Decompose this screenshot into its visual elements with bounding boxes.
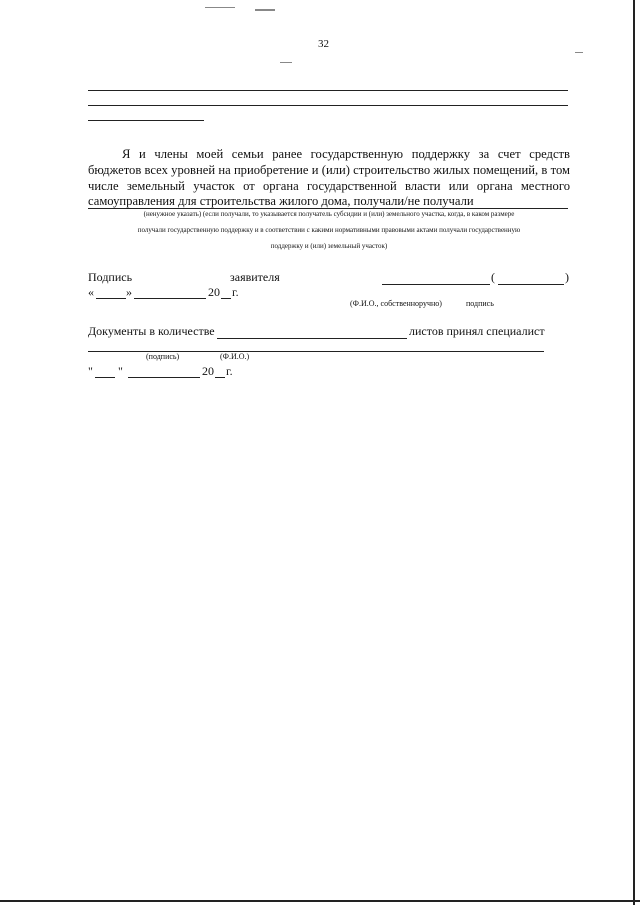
scan-speck <box>280 62 292 63</box>
scan-speck <box>575 52 583 53</box>
fio-close-paren: ) <box>565 270 569 284</box>
note-line: получали государственную поддержку и в соответствии с какими нормативными правовыми актами получали государственную <box>137 226 521 234</box>
answer-line <box>88 208 568 209</box>
fill-line <box>88 105 568 106</box>
date-quote-close: » <box>126 285 132 299</box>
scan-speck <box>255 9 275 11</box>
scan-edge-bottom <box>0 900 640 902</box>
note-line: поддержку и (или) земельный участок) <box>270 242 388 250</box>
fio-caption: (Ф.И.О., собственноручно) <box>350 299 442 308</box>
applicant-label: заявителя <box>230 270 280 284</box>
page-number: 32 <box>318 38 329 50</box>
date-month-line <box>134 298 206 299</box>
date2-month-line <box>128 377 200 378</box>
date-year-suffix: г. <box>232 285 239 299</box>
date2-year-prefix: 20 <box>202 364 214 378</box>
documents-suffix: листов принял специалист <box>409 324 545 338</box>
date-year-prefix: 20 <box>208 285 220 299</box>
fill-line <box>88 90 568 91</box>
documents-prefix: Документы в количестве <box>88 324 215 338</box>
date2-year-line <box>215 377 225 378</box>
note-line: (ненужное указать) (если получали, то указывается получатель субсидии и (или) земельного участка, когда, в каком размере <box>143 210 515 218</box>
date2-quote-open: " <box>88 364 93 378</box>
date2-day-line <box>95 377 115 378</box>
date-year-line <box>221 298 231 299</box>
sign-fill-line <box>498 284 564 285</box>
scan-speck <box>205 7 235 8</box>
date-quote-open: « <box>88 285 94 299</box>
scan-edge-right <box>633 0 635 905</box>
fio-open-paren: ( <box>491 270 495 284</box>
signature-label: Подпись <box>88 270 133 284</box>
fio-fill-line <box>382 284 490 285</box>
documents-count-line <box>217 338 407 339</box>
fill-line-short <box>88 120 204 121</box>
specialist-fio-caption: (Ф.И.О.) <box>220 352 250 361</box>
statement-paragraph: Я и члены моей семьи ранее государственную поддержку за счет средств бюджетов всех уровней на приобретение и (или) строительство жилых помещений, в том числе земельный участок от органа государственной власти или органа местного самоуправления для строительства жилого дома, получали/не получали <box>88 147 570 209</box>
date-day-line <box>96 298 126 299</box>
date2-year-suffix: г. <box>226 364 233 378</box>
specialist-sign-caption: (подпись) <box>146 352 180 361</box>
date2-quote-close: " <box>118 364 123 378</box>
sign-caption: подпись <box>466 299 494 308</box>
